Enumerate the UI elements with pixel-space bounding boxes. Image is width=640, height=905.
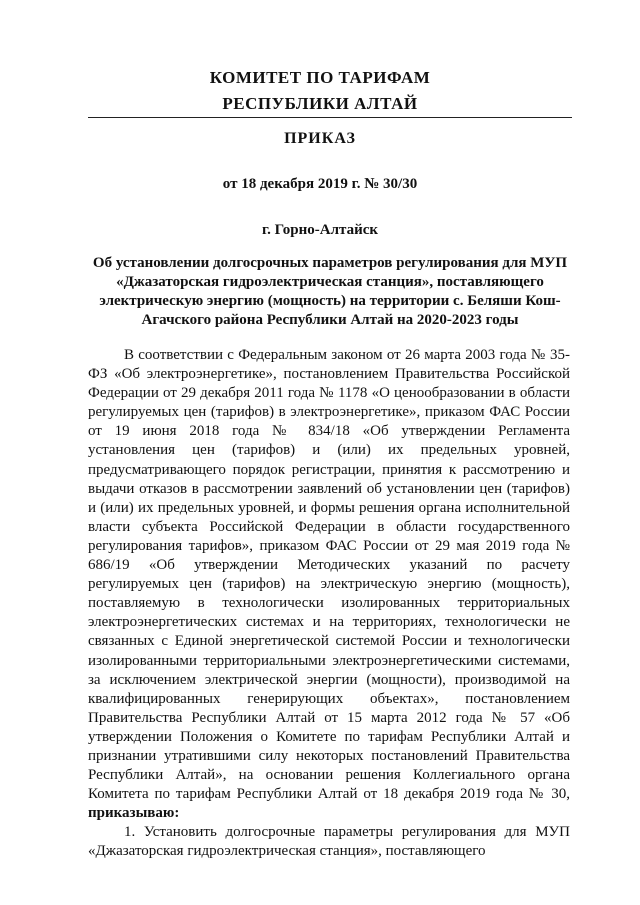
committee-name-line2: РЕСПУБЛИКИ АЛТАЙ: [222, 94, 418, 113]
item-1-paragraph: 1. Установить долгосрочные параметры регулирования для МУП «Джазаторская гидроэлектрическая станция», поставляющего: [88, 824, 570, 860]
document-subject: Об установлении долгосрочных параметров регулирования для МУП «Джазаторская гидроэлектрическая станция», поставляющего электрическую энергию (мощность) на территории с. Беляши Кош-Агачского района Республики Алтай на 2020-2023 годы: [92, 255, 568, 328]
document-type: ПРИКАЗ: [284, 130, 356, 147]
preamble-paragraph: [88, 346, 570, 823]
document-city: г. Горно-Алтайск: [261, 222, 379, 238]
preamble-text: В соответствии с Федеральным законом от 26 марта 2003 года № 35-ФЗ «Об электроэнергетике», постановлением Правительства Российской Федерации от 29 декабря 2011 года № 1178 «О ценообразовании в области регулируемых цен (тарифов) в электроэнергетике», приказом ФАС России от 19 июня 2018 года № 834/18 «Об утверждении Регламента установления цен (тарифов) и (или) их предельных уровней, предусматривающего порядок регистрации, принятия к рассмотрению и выдачи отказов в рассмотрении заявлений об установлении цен (тарифов) и (или) их предельных уровней, и формы решения органа исполнительной власти субъекта Российской Федерации в области государственного регулирования тарифов», приказом ФАС России от 29 мая 2019 года № 686/19 «Об утверждении Методических указаний по расчету регулируемых цен (тарифов) на электрическую энергию (мощность), поставляемую в технологически изолированных территориальных электроэнергетических системах и на территориях, технологически не связанных с Единой энергетической системой России и технологически изолированными территориальными электроэнергетическими системами, за исключением электрической энергии (мощности), производимой на квалифицированных генерирующих объектах», постановлением Правительства Республики Алтай от 15 марта 2012 года № 57 «Об утверждении Положения о Комитете по тарифам Республики Алтай и признании утратившими силу некоторых постановлений Правительства Республики Алтай», на основании решения Коллегиального органа Комитета по тарифам Республики Алтай от 18 декабря 2019 года № 30,: [88, 347, 570, 803]
document-date-number: от 18 декабря 2019 г. № 30/30: [222, 176, 418, 192]
order-word: приказываю:: [88, 805, 180, 822]
header-divider: [88, 117, 572, 118]
document-body: [88, 346, 570, 862]
committee-name-line1: КОМИТЕТ ПО ТАРИФАМ: [209, 68, 431, 87]
